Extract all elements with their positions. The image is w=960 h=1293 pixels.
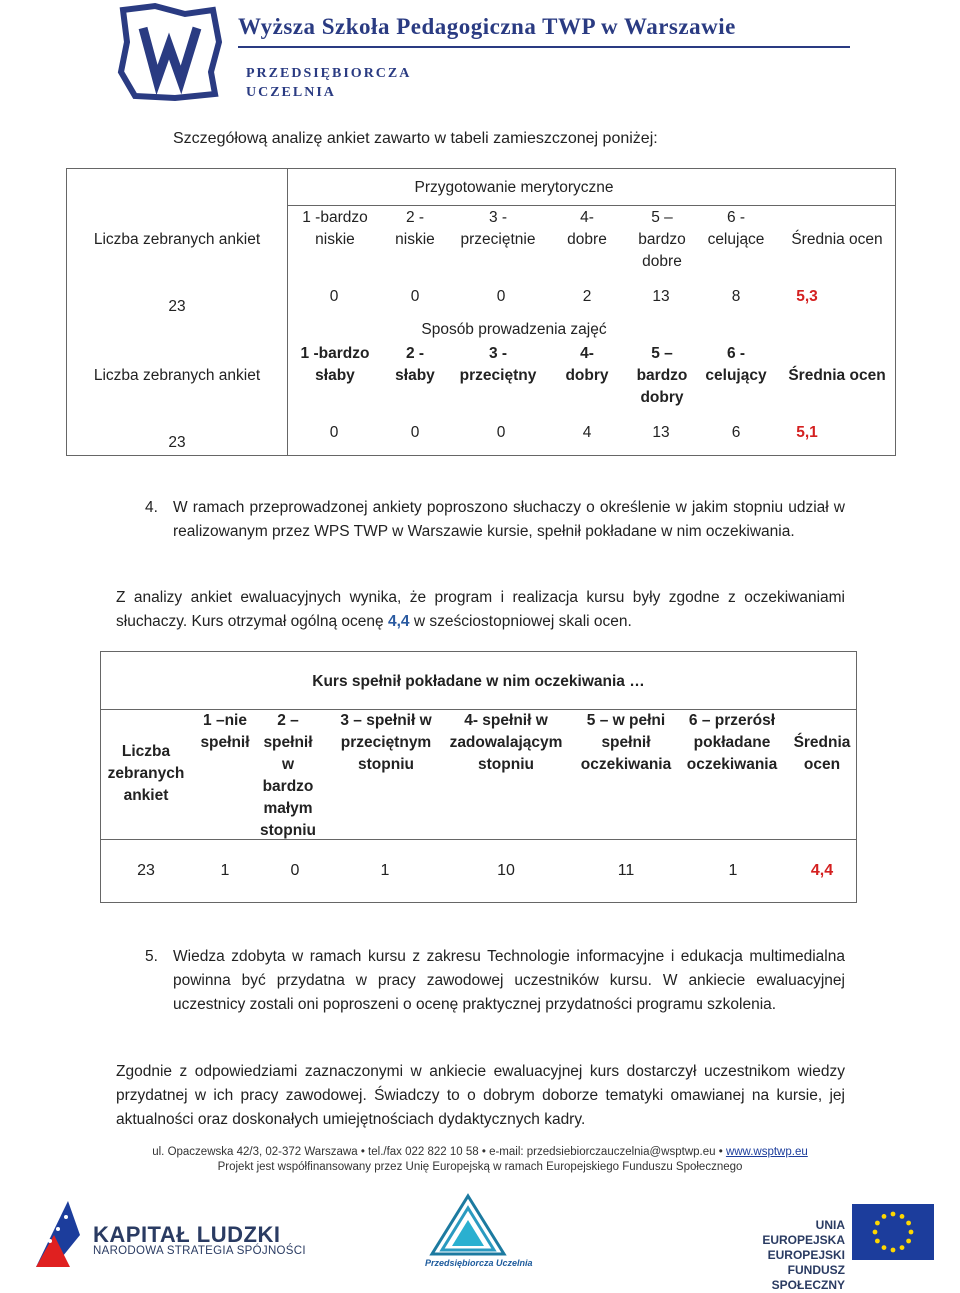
section1-title: Przygotowanie merytoryczne	[414, 179, 614, 196]
logo-sub-line2: UCZELNIA	[246, 85, 336, 100]
value-cell: 6	[731, 424, 741, 441]
table2-header: Średnia ocen	[793, 734, 851, 773]
value-cell: 0	[329, 424, 339, 441]
section2-average: 5,1	[796, 424, 818, 441]
col-header: 3 - przeciętny	[459, 345, 537, 384]
overall-score: 4,4	[387, 613, 410, 630]
survey-table-1	[66, 168, 896, 456]
value-cell: 13	[652, 424, 670, 441]
point5-text: Wiedza zdobyta w ramach kursu z zakresu Technologie informacyjne i edukacja multimedialna powinna być przydatna w pracy zawodowej uczestników kursu. W ankiecie ewaluacyjnej uczestnicy zostali oni poproszeni o ocenę praktycznej przydatności programu szkolenia.	[173, 948, 845, 1013]
table2-value: 1	[380, 862, 390, 879]
col-header: 2 - niskie	[395, 209, 435, 248]
count-header: Liczba zebranych ankiet	[93, 367, 261, 384]
university-logo	[115, 2, 225, 102]
footer-address	[0, 1146, 960, 1158]
col-header: 4- dobre	[567, 209, 607, 248]
footer-address-text: ul. Opaczewska 42/3, 02-372 Warszawa • tel./fax 022 822 10 58 • e-mail: przedsiebiorczauczelnia@wsptwp.eu •	[152, 1146, 726, 1158]
col-header: 3 - przeciętnie	[460, 209, 536, 248]
point4-text: W ramach przeprowadzonej ankiety poproszono słuchaczy o określenie w jakim stopniu udział w realizowanym przez WPS TWP w Warszawie kursie, spełnił pokładane w nim oczekiwania.	[173, 499, 845, 540]
count-header: Liczba zebranych ankiet	[93, 231, 261, 248]
table2-average: 4,4	[810, 862, 834, 879]
avg-header: Średnia ocen	[788, 367, 886, 384]
survey-table-2	[100, 651, 857, 903]
table2-value: 11	[617, 862, 635, 879]
col-header: 1 -bardzo niskie	[302, 209, 368, 248]
section1-average: 5,3	[796, 288, 818, 305]
avg-header: Średnia ocen	[791, 231, 883, 248]
point5-number: 5.	[145, 948, 158, 965]
table2-header: Liczba zebranych ankiet	[107, 743, 185, 804]
eu-line3: FUNDUSZ SPOŁECZNY	[771, 1263, 845, 1292]
analysis-text-end: w sześciostopniowej skali ocen.	[409, 613, 632, 630]
table2-header: 1 –nie spełnił	[200, 712, 250, 751]
value-cell: 4	[582, 424, 592, 441]
table2-value: 23	[137, 862, 155, 879]
col-header: 2 - słaby	[395, 345, 435, 384]
table2-title: Kurs spełnił pokładane w nim oczekiwania …	[312, 673, 645, 690]
value-cell: 13	[652, 288, 670, 305]
przedsiebiorcza-uczelnia-logo	[428, 1192, 508, 1258]
eu-label	[735, 1218, 845, 1293]
table2-header: 3 – spełnił w przeciętnym stopniu	[340, 712, 432, 773]
table2-value: 10	[497, 862, 515, 879]
eu-line2: EUROPEJSKI	[767, 1248, 845, 1262]
value-cell: 2	[582, 288, 592, 305]
value-cell: 0	[410, 424, 420, 441]
section2-title: Sposób prowadzenia zajęć	[421, 321, 607, 338]
table-divider	[100, 839, 857, 840]
analysis-text: Z analizy ankiet ewaluacyjnych wynika, że program i realizacja kursu były zgodne z oczekiwaniami słuchaczy. Kurs otrzymał ogólną ocenę	[116, 589, 845, 630]
table2-value: 1	[220, 862, 230, 879]
kapital-ludzki-logo	[28, 1195, 88, 1275]
section1-count: 23	[168, 298, 186, 315]
university-title: Wyższa Szkoła Pedagogiczna TWP w Warszawie	[238, 14, 736, 39]
table2-header: 5 – w pełni spełnił oczekiwania	[580, 712, 672, 773]
table2-header: 4- spełnił w zadowalającym stopniu	[449, 712, 563, 773]
table2-value: 0	[290, 862, 300, 879]
value-cell: 0	[496, 424, 506, 441]
kapital-ludzki-title: KAPITAŁ LUDZKI	[93, 1222, 281, 1247]
table-divider	[287, 205, 895, 206]
analysis-paragraph	[116, 586, 845, 634]
col-header: 4- dobry	[565, 345, 609, 384]
website-link[interactable]: www.wsptwp.eu	[725, 1146, 808, 1158]
logo-sub-line1: PRZEDSIĘBIORCZA	[246, 66, 412, 81]
col-header: 1 -bardzo słaby	[300, 345, 370, 384]
table2-value: 1	[728, 862, 738, 879]
col-header: 5 – bardzo dobry	[636, 345, 688, 406]
col-header: 6 - celujący	[705, 345, 767, 384]
eu-flag-icon	[852, 1204, 934, 1260]
table2-header: 6 – przerósł pokładane oczekiwania	[686, 712, 778, 773]
table-divider	[287, 169, 288, 455]
value-cell: 0	[410, 288, 420, 305]
table2-header: 2 – spełnił w bardzo małym stopniu	[260, 712, 316, 839]
logo-subtitle	[246, 64, 411, 102]
eu-line1: UNIA EUROPEJSKA	[762, 1218, 845, 1247]
intro-text: Szczegółową analizę ankiet zawarto w tabeli zamieszczonej poniżej:	[173, 130, 658, 147]
kapital-ludzki-subtitle: NARODOWA STRATEGIA SPÓJNOŚCI	[93, 1245, 306, 1257]
footer-project: Projekt jest współfinansowany przez Unię Europejską w ramach Europejskiego Funduszu Społecznego	[217, 1161, 743, 1173]
col-header: 5 – bardzo dobre	[638, 209, 686, 270]
point4-number: 4.	[145, 499, 158, 516]
table-divider	[856, 709, 857, 839]
header-divider	[238, 46, 850, 48]
col-header: 6 - celujące	[707, 209, 765, 248]
value-cell: 0	[329, 288, 339, 305]
conclusion-text: Zgodnie z odpowiedziami zaznaczonymi w ankiecie ewaluacyjnej kurs dostarczył uczestnikom wiedzy przydatnej w ich pracy zawodowej. Świadczy to o dobrym doborze tematyki omawianej na kursie, jej aktualności oraz doskonałych umiejętnościach dydaktycznych kadry.	[116, 1063, 845, 1128]
przedsiebiorcza-uczelnia-label: Przedsiębiorcza Uczelnia	[425, 1258, 533, 1268]
value-cell: 8	[731, 288, 741, 305]
section2-count: 23	[168, 434, 186, 451]
value-cell: 0	[496, 288, 506, 305]
